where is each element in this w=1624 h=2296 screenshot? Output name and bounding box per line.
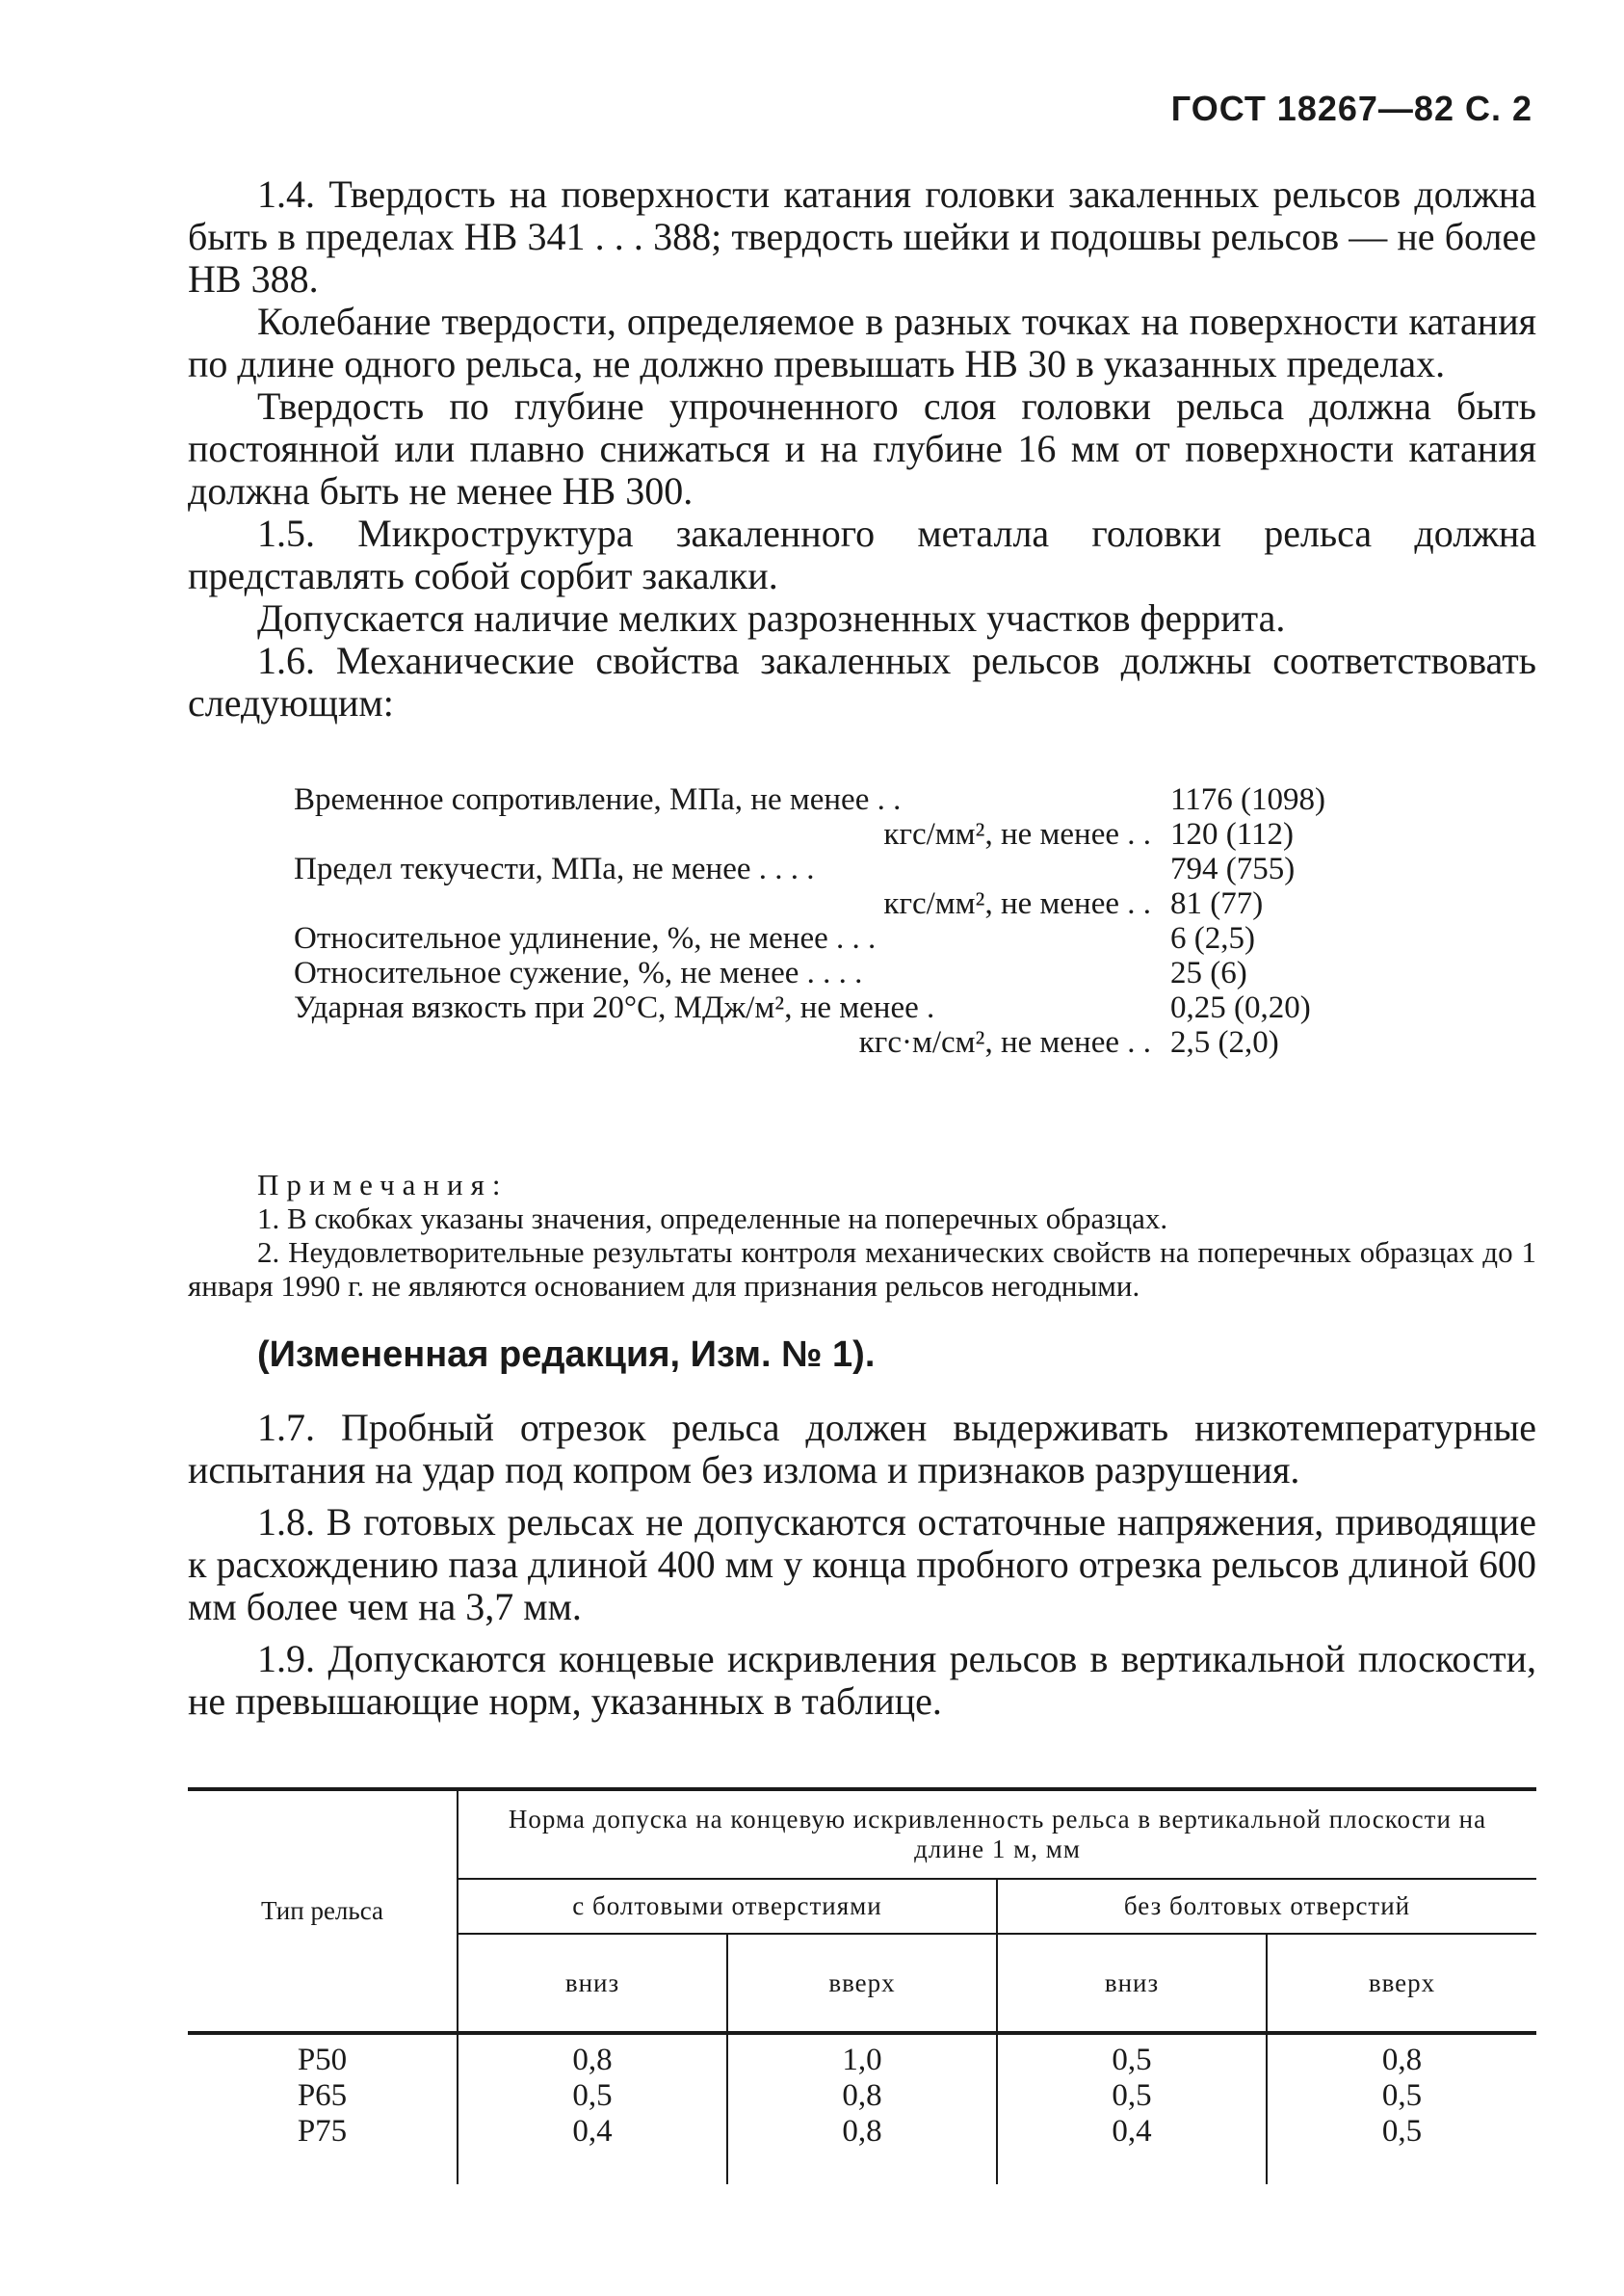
- notes-title: Примечания:: [257, 1168, 509, 1201]
- paragraph-1-7: 1.7. Пробный отрезок рельса должен выдерживать низкотемпературные испытания на удар под копром без излома и признаков разрушения.: [188, 1406, 1536, 1491]
- property-value: 120 (112): [1170, 817, 1295, 852]
- property-row: [294, 990, 1450, 1025]
- note-item: 1. В скобках указаны значения, определенные на поперечных образцах.: [257, 1201, 1168, 1235]
- property-row: [294, 886, 1450, 921]
- property-value: 2,5 (2,0): [1170, 1025, 1279, 1060]
- property-row: [294, 921, 1450, 956]
- paragraph-1-9: 1.9. Допускаются концевые искривления рельсов в вертикальной плоскости, не превышающие норм, указанных в таблице.: [188, 1637, 1536, 1723]
- property-label: кгс/мм², не менее . .: [883, 817, 1151, 852]
- edit-note: (Измененная редакция, Изм. № 1).: [257, 1334, 876, 1375]
- cell-without-down: 0,5: [997, 2043, 1267, 2078]
- cell-without-up: 0,5: [1267, 2114, 1536, 2150]
- note-item: 2. Неудовлетворительные результаты контроля механических свойств на поперечных образцах до 1 января 1990 г. не являются основанием для признания рельсов негодными.: [188, 1235, 1536, 1303]
- cell-with-up: 0,8: [727, 2114, 997, 2150]
- property-row: [294, 817, 1450, 852]
- cell-without-down: 0,5: [997, 2078, 1267, 2114]
- cell-rail-type: Р50: [297, 2043, 348, 2077]
- cell-rail-type: Р75: [297, 2114, 348, 2149]
- cell-rail-type: Р65: [297, 2078, 348, 2113]
- paragraph-hardness-depth: Твердость по глубине упрочненного слоя головки рельса должна быть постоянной или плавно снижаться и на глубине 16 мм от поверхности катания должна быть не менее НВ 300.: [188, 384, 1536, 513]
- property-label: Ударная вязкость при 20°С, МДж/м², не менее .: [294, 990, 935, 1025]
- notes-block: [188, 1168, 1536, 1303]
- cell-without-down: 0,4: [997, 2114, 1267, 2150]
- cell-with-up: 1,0: [727, 2043, 997, 2078]
- property-label: Относительное сужение, %, не менее . . . .: [294, 956, 863, 990]
- property-label: Временное сопротивление, МПа, не менее . .: [294, 782, 902, 817]
- property-label: кгс/мм², не менее . .: [883, 886, 1151, 921]
- header-without-holes: без болтовых отверстий: [997, 1879, 1536, 1934]
- property-label: кгс·м/см², не менее . .: [858, 1025, 1151, 1060]
- property-row: [294, 782, 1450, 817]
- header-up: вверх: [1267, 1934, 1536, 2033]
- property-row: [294, 852, 1450, 886]
- table-row: [188, 2078, 1536, 2114]
- property-row: [294, 1025, 1450, 1060]
- cell-without-up: 0,5: [1267, 2078, 1536, 2114]
- header-down: вниз: [458, 1934, 727, 2033]
- top-paragraphs: [188, 173, 1536, 725]
- cell-with-up: 0,8: [727, 2078, 997, 2114]
- paragraph-ferrite: Допускается наличие мелких разрозненных участков феррита.: [257, 596, 1286, 640]
- header-up: вверх: [727, 1934, 997, 2033]
- header-main: Норма допуска на концевую искривленность рельса в вертикальной плоскости на длине 1 м, мм: [458, 1789, 1536, 1879]
- property-value: 81 (77): [1170, 886, 1264, 921]
- property-value: 0,25 (0,20): [1170, 990, 1311, 1025]
- property-value: 794 (755): [1170, 852, 1296, 886]
- cell-without-up: 0,8: [1267, 2043, 1536, 2078]
- table-row: [188, 2114, 1536, 2150]
- paragraph-1-6: 1.6. Механические свойства закаленных рельсов должны соответствовать следующим:: [188, 639, 1536, 725]
- property-row: [294, 956, 1450, 990]
- property-label: Предел текучести, МПа, не менее . . . .: [294, 852, 815, 886]
- property-value: 25 (6): [1170, 956, 1247, 990]
- table-row: [188, 2043, 1536, 2078]
- header-rail-type: Тип рельса: [260, 1896, 384, 1925]
- paragraph-1-5: 1.5. Микроструктура закаленного металла головки рельса должна представлять собой сорбит закалки.: [188, 512, 1536, 597]
- cell-with-down: 0,8: [458, 2043, 727, 2078]
- property-value: 6 (2,5): [1170, 921, 1255, 956]
- paragraph-1-8: 1.8. В готовых рельсах не допускаются остаточные напряжения, приводящие к расхождению паза длиной 400 мм у конца пробного отрезка рельсов длиной 600 мм более чем на 3,7 мм.: [188, 1500, 1536, 1628]
- header-with-holes: с болтовыми отверстиями: [458, 1879, 997, 1934]
- property-value: 1176 (1098): [1170, 782, 1326, 817]
- cell-with-down: 0,4: [458, 2114, 727, 2150]
- paragraph-1-4: 1.4. Твердость на поверхности катания головки закаленных рельсов должна быть в пределах НВ 341 . . . 388; твердость шейки и подошвы рельсов — не более НВ 388.: [188, 172, 1536, 301]
- paragraph-hardness-variation: Колебание твердости, определяемое в разных точках на поверхности катания по длине одного рельса, не должно превышать НВ 30 в указанных пределах.: [188, 300, 1536, 385]
- header-down: вниз: [997, 1934, 1267, 2033]
- property-label: Относительное удлинение, %, не менее . . .: [294, 921, 877, 956]
- curvature-norms-table: [188, 1787, 1536, 2184]
- page-header: ГОСТ 18267—82 С. 2: [1170, 89, 1532, 128]
- mechanical-properties-list: [294, 782, 1450, 1060]
- bottom-paragraphs: [188, 1407, 1536, 1732]
- cell-with-down: 0,5: [458, 2078, 727, 2114]
